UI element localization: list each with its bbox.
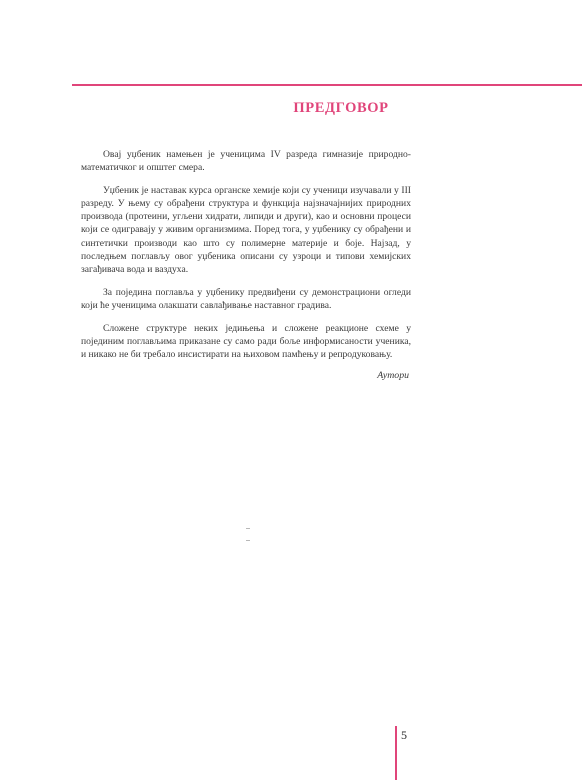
page-number: 5 <box>401 728 407 742</box>
header-rule <box>72 84 582 86</box>
scan-speck <box>246 528 250 529</box>
page-number-rule <box>395 726 397 780</box>
signature: Аутори <box>377 370 409 382</box>
scan-speck <box>246 540 250 541</box>
preface-body <box>81 148 411 382</box>
preface-paragraph-2: Уџбеник је наставак курса органске хемије који су ученици изучавали у III разреду. У њему су обрађени структура и функција најзначајнијих природних производа (протеини, угљени хидрати, липиди и други), као и основни процеси који се одигравају у живим организмима. Поред тога, у уџбенику су обрађени и синтетички производи као што су полимерне материје и боје. Најзад, у последњем поглављу овог уџбеника описани су узроци и типови хемијских загађивача вода и ваздуха. <box>81 185 411 275</box>
preface-paragraph-4: Сложене структуре неких једињења и сложене реакционе схеме у појединим поглављима приказане су само ради боље информисаности ученика, и никако не би требало инсистирати на њиховом памћењу и репродуковању. <box>81 323 411 361</box>
page-title: ПРЕДГОВОР <box>293 100 389 116</box>
preface-paragraph-3: За поједина поглавља у уџбенику предвиђени су демонстрациони огледи који ће ученицима олакшати савлађивање наставног градива. <box>81 286 411 311</box>
page-title-wrapper <box>0 100 582 117</box>
preface-paragraph-1: Овај уџбеник намењен је ученицима IV разреда гимназије природно-математичког и општег смера. <box>81 149 411 174</box>
